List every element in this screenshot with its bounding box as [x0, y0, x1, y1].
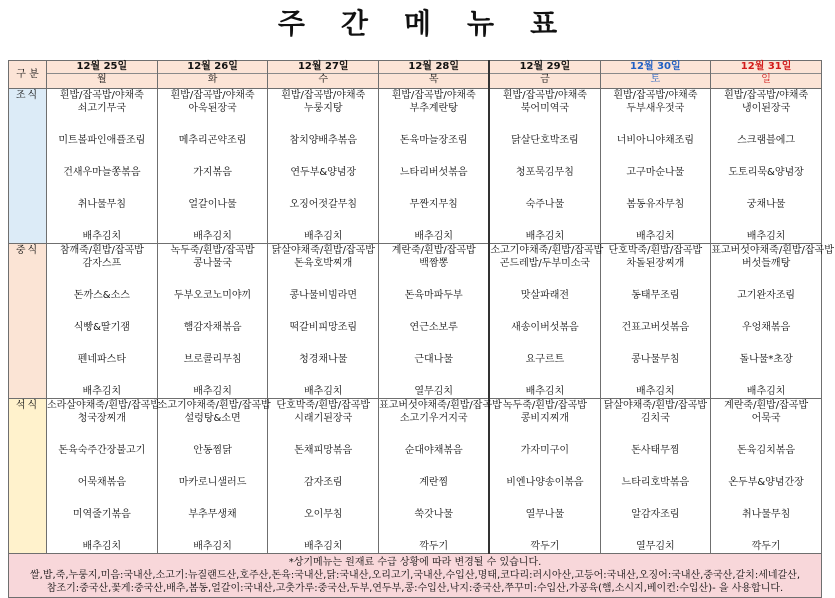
menu-item: 흰밥/잡곡밥/야채죽 [281, 90, 366, 101]
menu-item: 마카로니샐러드 [178, 477, 247, 488]
menu-cell-wed [268, 399, 379, 554]
menu-item: 닭살야채죽/흰밥/잡곡밥 [271, 245, 375, 256]
menu-item: 돌나물*초장 [739, 354, 793, 365]
menu-item: 청국장찌개 [77, 413, 126, 424]
menu-cell-sun [711, 399, 822, 554]
menu-item: 알감자조림 [631, 509, 680, 520]
menu-item: 돈채피망볶음 [294, 445, 353, 456]
menu-item: 어묵국 [751, 413, 781, 424]
menu-item: 배추김치 [303, 231, 343, 242]
menu-item: 소고기야채죽/흰밥/잡곡밥 [157, 400, 271, 411]
menu-item: 표고버섯야채죽/흰밥/잡곡밥 [379, 400, 502, 411]
menu-cell-fri [489, 399, 600, 554]
day-header-fri: 12월 29일 금 [489, 61, 600, 89]
meal-row-di [9, 399, 822, 554]
menu-item: 펜네파스타 [77, 354, 126, 365]
menu-item: 녹두죽/흰밥/잡곡밥 [170, 245, 255, 256]
menu-item: 감자스프 [82, 258, 122, 269]
menu-cell-thu [379, 89, 490, 244]
menu-item: 돈육숙주간장불고기 [58, 445, 146, 456]
menu-item: 맛살파래전 [520, 290, 570, 301]
menu-item: 열무김치 [636, 541, 675, 552]
menu-item: 열무나물 [525, 509, 565, 520]
menu-item: 안동찜닭 [193, 445, 232, 456]
weekly-menu-table [8, 60, 834, 598]
menu-item: 배추김치 [193, 386, 232, 397]
menu-item: 순대야채볶음 [404, 445, 463, 456]
menu-item: 열무김치 [414, 386, 454, 397]
menu-item: 닭살야채죽/흰밥/잡곡밥 [603, 400, 708, 411]
menu-item: 돈까스&소스 [73, 290, 130, 301]
menu-cell-thu [379, 399, 502, 554]
menu-cell-tue [157, 399, 271, 554]
menu-item: 취나물무침 [77, 199, 126, 210]
menu-cell-wed [268, 244, 379, 399]
menu-item: 배추김치 [82, 386, 122, 397]
menu-item: 오이무침 [303, 509, 343, 520]
menu-item: 흰밥/잡곡밥/야채죽 [502, 90, 587, 101]
day-header-tue: 12월 26일 화 [157, 61, 268, 89]
menu-item: 부추계란탕 [409, 103, 458, 114]
menu-item: 돈육김치볶음 [737, 445, 796, 456]
menu-item: 배추김치 [193, 231, 232, 242]
menu-item: 새송이버섯볶음 [511, 322, 579, 333]
menu-item: 두부오코노미야끼 [173, 290, 252, 301]
menu-item: 비엔나양송이볶음 [506, 477, 584, 488]
menu-item: 돈사태무찜 [631, 445, 680, 456]
menu-item: 감자조림 [303, 477, 343, 488]
menu-item: 흰밥/잡곡밥/야채죽 [613, 90, 698, 101]
menu-item: 느타리호박볶음 [621, 477, 690, 488]
menu-item: 두부새우젓국 [626, 103, 685, 114]
menu-item: 떡갈비피망조림 [289, 322, 358, 333]
menu-item: 돈육호박찌개 [294, 258, 353, 269]
day-header-sat: 12월 30일 토 [600, 61, 711, 89]
menu-item: 동태무조림 [631, 290, 680, 301]
menu-item: 우엉채볶음 [741, 322, 791, 333]
menu-item: 참깨죽/흰밥/잡곡밥 [59, 245, 144, 256]
menu-item: 근대나물 [414, 354, 454, 365]
menu-item: 계란찜 [419, 477, 449, 488]
menu-item: 돈육마늘장조림 [399, 135, 468, 146]
menu-item: 부추무생채 [188, 509, 237, 520]
menu-item: 깍두기 [751, 541, 781, 552]
menu-item: 배추김치 [525, 386, 565, 397]
menu-item: 참치양배추볶음 [289, 135, 358, 146]
menu-item: 시래기된장국 [294, 413, 353, 424]
menu-item: 흰밥/잡곡밥/야채죽 [170, 90, 255, 101]
menu-item: 스크램블에그 [737, 135, 796, 146]
meal-label: 석식 [9, 399, 47, 554]
header-row [9, 61, 822, 89]
menu-item: 누룽지탕 [303, 103, 343, 114]
menu-item: 단호박죽/흰밥/잡곡밥 [608, 245, 703, 256]
day-header-wed: 12월 27일 수 [268, 61, 379, 89]
menu-item: 북어미역국 [520, 103, 570, 114]
menu-item: 메추리곤약조림 [178, 135, 247, 146]
meal-row-lu [9, 244, 822, 399]
menu-item: 설렁탕&소면 [184, 413, 241, 424]
menu-item: 어묵채볶음 [77, 477, 126, 488]
menu-item: 햄감자채볶음 [183, 322, 242, 333]
menu-item: 취나물무침 [741, 509, 791, 520]
menu-item: 오징어젓갈무침 [289, 199, 358, 210]
menu-cell-wed [268, 89, 379, 244]
menu-item: 숙주나물 [525, 199, 565, 210]
menu-cell-tue [157, 89, 268, 244]
day-header-mon: 12월 25일 월 [47, 61, 158, 89]
menu-item: 쑥갓나물 [414, 509, 454, 520]
notes-origin-line1: 쌀,밥,죽,누룽지,미음:국내산,소고기:뉴질랜드산,호주산,돈육:국내산,닭:국내산,오리고기,국내산,수입산,명태,코다리:러시아산,고등어:국내산,오징어:국내산,중국산,갈치:세네갈산, [29, 570, 801, 581]
menu-item: 요구르트 [525, 354, 565, 365]
menu-item: 아욱된장국 [188, 103, 237, 114]
menu-item: 건새우마늘쫑볶음 [63, 167, 141, 178]
menu-cell-mon [47, 244, 158, 399]
menu-item: 봄동유자무침 [626, 199, 685, 210]
day-header-sun: 12월 31일 일 [711, 61, 822, 89]
menu-item: 얼갈이나물 [188, 199, 237, 210]
menu-item: 고기완자조림 [737, 290, 796, 301]
menu-item: 콩나물국 [193, 258, 232, 269]
menu-item: 배추김치 [636, 386, 675, 397]
menu-item: 가자미구이 [520, 445, 570, 456]
notes-cell [9, 554, 822, 598]
meal-row-bk [9, 89, 822, 244]
menu-item: 청포묵김무침 [515, 167, 574, 178]
menu-item: 닭살단호박조림 [511, 135, 579, 146]
page-title: 주 간 메 뉴 표 [277, 7, 558, 40]
menu-item: 연근소보루 [409, 322, 458, 333]
menu-cell-mon [47, 89, 158, 244]
meal-label: 조식 [9, 89, 47, 244]
menu-item: 궁채나물 [746, 199, 786, 210]
menu-item: 느타리버섯볶음 [399, 167, 468, 178]
menu-item: 고구마순나물 [626, 167, 685, 178]
menu-item: 표고버섯야채죽/흰밥/잡곡밥 [711, 245, 834, 256]
meal-label: 중식 [9, 244, 47, 399]
menu-item: 콩비지찌개 [520, 413, 570, 424]
menu-item: 냉이된장국 [741, 103, 791, 114]
menu-item: 도토리묵&양념장 [728, 167, 804, 178]
menu-item: 배추김치 [82, 541, 122, 552]
menu-item: 계란죽/흰밥/잡곡밥 [391, 245, 476, 256]
menu-item: 미트볼파인애플조림 [58, 135, 146, 146]
menu-item: 흰밥/잡곡밥/야채죽 [724, 90, 809, 101]
menu-cell-fri [489, 89, 600, 244]
menu-item: 소고기우거지국 [399, 413, 468, 424]
menu-item: 콩나물무침 [631, 354, 680, 365]
menu-item: 깍두기 [530, 541, 560, 552]
menu-item: 콩나물비빔라면 [289, 290, 358, 301]
gubun-header: 구 분 [9, 61, 47, 89]
menu-item: 차돌된장찌개 [626, 258, 685, 269]
menu-item: 건표고버섯볶음 [621, 322, 690, 333]
menu-item: 배추김치 [636, 231, 675, 242]
menu-cell-mon [47, 399, 158, 554]
menu-item: 버섯들깨탕 [741, 258, 791, 269]
menu-item: 소고기야채죽/흰밥/잡곡밥 [490, 245, 604, 256]
menu-cell-sun [711, 244, 834, 399]
menu-item: 백짬뽕 [419, 258, 449, 269]
menu-item: 배추김치 [414, 231, 454, 242]
menu-cell-thu [379, 244, 490, 399]
day-header-thu: 12월 28일 목 [379, 61, 490, 89]
menu-item: 미역줄기볶음 [72, 509, 131, 520]
notes-origin-line2: 참조기:중국산,꽃게:중국산,배추,봄동,얼갈이:국내산,고춧가루:중국산,두부,연두부,콩:수입산,낙지:중국산,쭈꾸미:수입산,가공육(햄,소시지,베이컨:수입산)- 을 사용합니다. [46, 583, 784, 594]
menu-item: 소라살야채죽/흰밥/잡곡밥 [47, 400, 160, 411]
menu-item: 깍두기 [419, 541, 449, 552]
menu-item: 계란죽/흰밥/잡곡밥 [724, 400, 809, 411]
menu-cell-fri [489, 244, 604, 399]
menu-item: 너비아니야채조림 [616, 135, 694, 146]
menu-item: 돈육마파두부 [404, 290, 463, 301]
menu-item: 배추김치 [746, 386, 786, 397]
menu-item: 브로콜리무침 [183, 354, 242, 365]
menu-item: 청경채나물 [299, 354, 348, 365]
menu-cell-sun [711, 89, 822, 244]
menu-item: 단호박죽/흰밥/잡곡밥 [276, 400, 371, 411]
menu-item: 배추김치 [525, 231, 565, 242]
menu-item: 흰밥/잡곡밥/야채죽 [59, 90, 144, 101]
menu-cell-sat [600, 244, 711, 399]
menu-item: 배추김치 [303, 541, 343, 552]
menu-item: 김치국 [640, 413, 670, 424]
notes-row [9, 554, 822, 598]
menu-item: 배추김치 [193, 541, 232, 552]
menu-item: 무짠지무침 [409, 199, 458, 210]
menu-item: 배추김치 [746, 231, 786, 242]
menu-item: 녹두죽/흰밥/잡곡밥 [502, 400, 587, 411]
menu-cell-tue [157, 244, 268, 399]
menu-item: 온두부&양념간장 [728, 477, 804, 488]
notes-disclaimer: *상기메뉴는 원재료 수급 상황에 따라 변경될 수 있습니다. [288, 557, 542, 568]
menu-item: 흰밥/잡곡밥/야채죽 [391, 90, 476, 101]
menu-item: 가지볶음 [193, 167, 232, 178]
menu-item: 배추김치 [303, 386, 343, 397]
menu-item: 곤드레밥/두부미소국 [499, 258, 591, 269]
menu-item: 쇠고기무국 [77, 103, 126, 114]
menu-cell-sat [600, 89, 711, 244]
menu-cell-sat [600, 399, 711, 554]
menu-item: 연두부&양념장 [290, 167, 357, 178]
menu-item: 배추김치 [82, 231, 122, 242]
menu-item: 식빵&딸기잼 [73, 322, 130, 333]
